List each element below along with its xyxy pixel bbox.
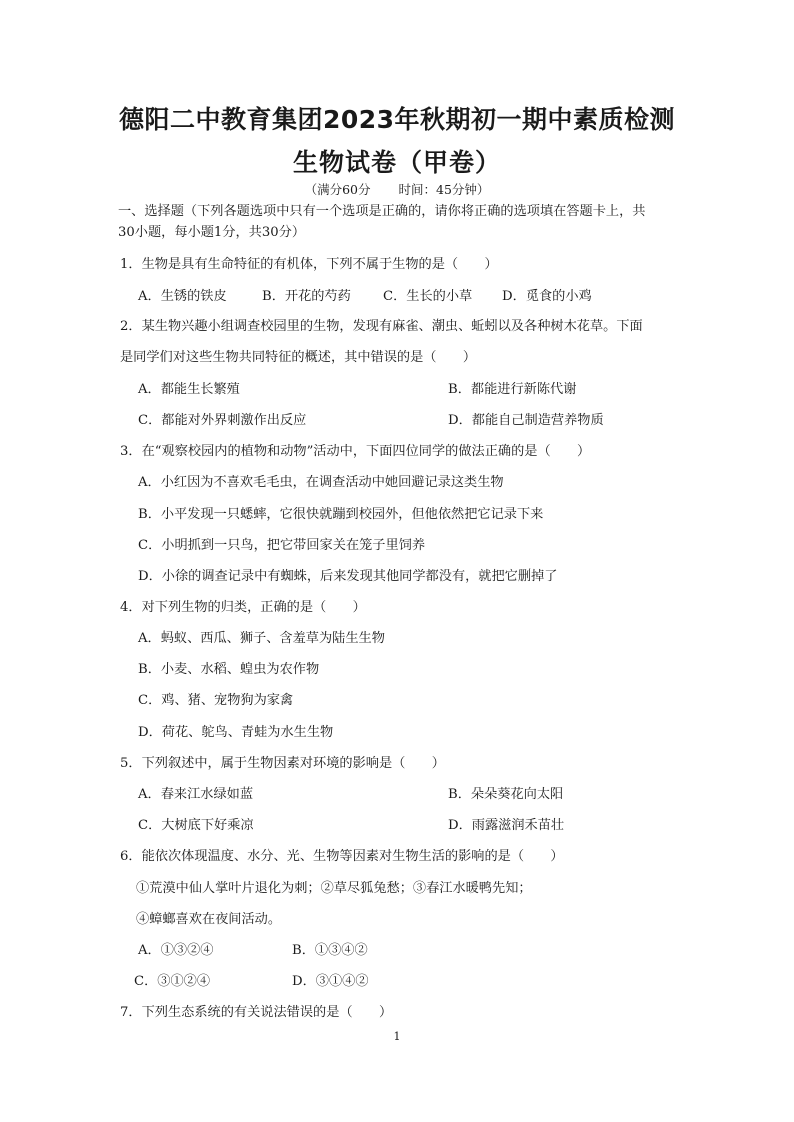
q1-option-b: B．开花的芍药: [262, 289, 351, 304]
q2-option-b: B．都能进行新陈代谢: [448, 382, 577, 397]
question-4-stem: 4．对下列生物的归类，正确的是（ ）: [120, 600, 366, 615]
question-2-stem-cont: 是同学们对这些生物共同特征的概述，其中错误的是（ ）: [120, 350, 477, 365]
q6-option-a: A．①③②④: [138, 943, 214, 958]
score-info: （满分60分: [304, 182, 371, 197]
q1-option-c: C．生长的小草: [383, 289, 473, 304]
q6-statement-line1: ①荒漠中仙人掌叶片退化为刺；②草尽狐兔愁；③春江水暖鸭先知；: [136, 881, 532, 896]
q6-statement-line2: ④蟑螂喜欢在夜间活动。: [136, 912, 282, 927]
exam-subtitle: 生物试卷（甲卷）: [292, 148, 501, 177]
q5-option-d: D．雨露滋润禾苗壮: [448, 818, 565, 833]
q4-option-c: C．鸡、猪、宠物狗为家禽: [138, 693, 294, 708]
question-3-stem: 3．在“观察校园内的植物和动物”活动中，下面四位同学的做法正确的是（ ）: [120, 444, 591, 459]
q3-option-a: A．小红因为不喜欢毛毛虫，在调查活动中她回避记录这类生物: [138, 475, 504, 490]
section-heading-cont: 30小题，每小题1分，共30分）: [118, 225, 306, 240]
question-1-stem: 1．生物是具有生命特征的有机体，下列不属于生物的是（ ）: [120, 257, 498, 272]
q4-option-a: A．蚂蚁、西瓜、狮子、含羞草为陆生生物: [138, 631, 385, 646]
question-2-stem: 2．某生物兴趣小组调查校园里的生物，发现有麻雀、潮虫、蚯蚓以及各种树木花草。下面: [120, 319, 643, 334]
page-number: 1: [393, 1030, 401, 1043]
q5-option-c: C．大树底下好乘凉: [138, 818, 254, 833]
q4-option-d: D．荷花、鸵鸟、青蛙为水生生物: [138, 725, 334, 740]
question-5-stem: 5．下列叙述中，属于生物因素对环境的影响是（ ）: [120, 756, 445, 771]
q2-option-c: C．都能对外界刺激作出反应: [138, 413, 307, 428]
q6-option-b: B．①③④②: [292, 943, 368, 958]
q5-option-a: A．春来江水绿如蓝: [138, 787, 254, 802]
section-heading: 一、选择题（下列各题选项中只有一个选项是正确的，请你将正确的选项填在答题卡上，共: [118, 204, 646, 219]
q6-option-c: C．③①②④: [134, 974, 211, 989]
q3-option-b: B．小平发现一只蟋蟀，它很快就蹦到校园外，但他依然把它记录下来: [138, 507, 544, 522]
q4-option-b: B．小麦、水稻、蝗虫为农作物: [138, 662, 320, 677]
question-6-stem: 6．能依次体现温度、水分、光、生物等因素对生物生活的影响的是（ ）: [120, 849, 564, 864]
q1-option-d: D．觅食的小鸡: [502, 289, 592, 304]
q6-option-d: D．③①④②: [292, 974, 369, 989]
q2-option-a: A．都能生长繁殖: [138, 382, 240, 397]
exam-info: [0, 180, 794, 198]
q5-option-b: B．朵朵葵花向太阳: [448, 787, 564, 802]
time-info: 时间：45分钟）: [398, 182, 490, 197]
q3-option-d: D．小徐的调查记录中有蜘蛛，后来发现其他同学都没有，就把它删掉了: [138, 569, 558, 584]
q2-option-d: D．都能自己制造营养物质: [448, 413, 604, 428]
question-7-stem: 7．下列生态系统的有关说法错误的是（ ）: [120, 1005, 393, 1020]
q1-option-a: A．生锈的铁皮: [138, 289, 227, 304]
q3-option-c: C．小明抓到一只鸟，把它带回家关在笼子里饲养: [138, 538, 426, 553]
exam-title: 德阳二中教育集团2023年秋期初一期中素质检测: [118, 105, 676, 134]
